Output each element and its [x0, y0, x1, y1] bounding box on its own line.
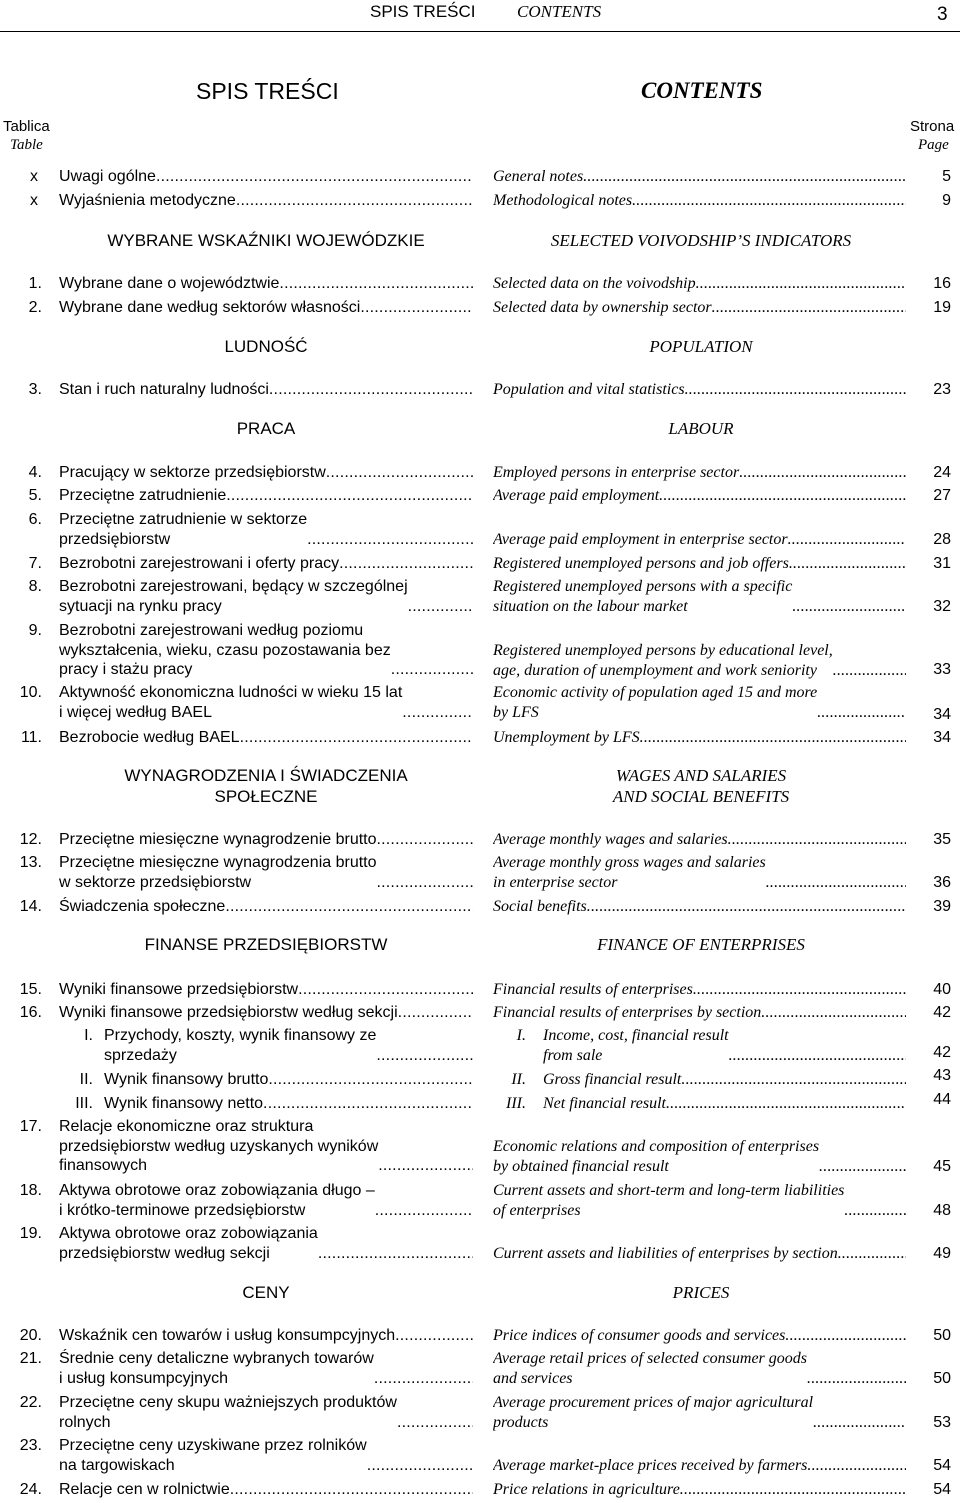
entry-page-number: 42: [933, 1004, 951, 1021]
section-heading-pl: WYNAGRODZENIA I ŚWIADCZENIA SPOŁECZNE: [124, 766, 408, 806]
entry-page-number: 36: [933, 874, 951, 891]
entry-title-en: [493, 463, 906, 483]
dot-leader: [377, 830, 474, 850]
entry-number: 17.: [19, 1118, 42, 1135]
entry-number: 3.: [28, 381, 42, 398]
running-header-title-pl: SPIS TREŚCI: [370, 2, 476, 21]
dot-leader: [739, 463, 906, 483]
entry-page-number: 33: [933, 661, 951, 678]
entry-title-en-text: Economic activity of population aged 15 and more by LFS: [493, 684, 818, 721]
entry-page-number: 9: [942, 192, 951, 209]
section-heading-en: LABOUR: [668, 419, 734, 438]
section-heading-pl: CENY: [242, 1283, 290, 1302]
entry-title-pl-text: Bezrobotni zarejestrowani, będący w szczególnej sytuacji na rynku pracy: [59, 578, 408, 615]
entry-title-pl-text: Wynik finansowy brutto: [104, 1071, 269, 1088]
entry-title-en: [493, 728, 906, 748]
entry-number: 9.: [28, 622, 42, 639]
dot-leader: [728, 830, 906, 850]
entry-title-en: [493, 853, 906, 892]
entry-title-pl: [59, 621, 473, 680]
dot-leader: [374, 1369, 473, 1389]
entry-title-pl: [59, 486, 473, 506]
entry-title-pl-text: Przeciętne ceny skupu ważniejszych produktów rolnych: [59, 1394, 397, 1431]
entry-title-en: [493, 1137, 906, 1176]
entry-title-en: [493, 1181, 906, 1220]
entry-page-number: 43: [933, 1067, 951, 1084]
dot-leader: [307, 530, 473, 550]
entry-title-pl-text: Wybrane dane o województwie: [59, 275, 280, 292]
entry-number: 6.: [28, 511, 42, 528]
dot-leader: [792, 597, 906, 617]
section-heading-en: SELECTED VOIVODSHIP’S INDICATORS: [550, 231, 852, 250]
dot-leader: [318, 1244, 473, 1264]
entry-title-en-text: General notes: [493, 168, 584, 185]
entry-title-pl: [59, 683, 473, 722]
entry-page-number: 54: [933, 1457, 951, 1474]
entry-title-pl-text: Bezrobotni zarejestrowani według poziomu wykształcenia, wieku, czasu pozostawania bez pracy i stażu pracy: [59, 622, 391, 679]
entry-number: 1.: [28, 275, 42, 292]
entry-title-pl-text: Świadczenia społeczne: [59, 898, 226, 915]
entry-page-number: 16: [933, 275, 951, 292]
dot-leader: [693, 980, 906, 1000]
entry-title-en-text: Average monthly gross wages and salaries in enterprise sector: [493, 854, 766, 891]
entry-number: x: [30, 168, 38, 185]
entry-title-en: [493, 897, 906, 917]
entry-title-en-text: Registered unemployed persons by educational level, age, duration of unemployment and work seniority: [493, 642, 833, 679]
entry-number: 19.: [19, 1225, 42, 1242]
entry-title-en-text: Employed persons in enterprise sector: [493, 464, 740, 481]
entry-title-en: [493, 1244, 906, 1264]
entry-number: 16.: [19, 1004, 42, 1021]
entry-page-number: 28: [933, 531, 951, 548]
entry-number: 21.: [19, 1350, 42, 1367]
entry-title-en-text: Current assets and short-term and long-term liabilities of enterprises: [493, 1182, 845, 1219]
entry-title-en: [493, 191, 906, 211]
entry-number: 24.: [19, 1481, 42, 1498]
entry-title-en: [493, 486, 906, 506]
entry-page-number: 50: [933, 1370, 951, 1387]
dot-leader: [712, 298, 906, 318]
entry-title-pl: [59, 510, 473, 549]
entry-page-number: 32: [933, 598, 951, 615]
dot-leader: [378, 1156, 473, 1176]
entry-title-pl: [104, 1070, 473, 1090]
entry-title-en: [493, 830, 906, 850]
entry-title-en-text: Social benefits: [493, 898, 587, 915]
entry-title-pl-text: Bezrobotni zarejestrowani i oferty pracy: [59, 555, 340, 572]
entry-title-en-text: Gross financial result: [543, 1071, 682, 1088]
dot-leader: [375, 1201, 473, 1221]
dot-leader: [402, 703, 473, 723]
entry-number: 2.: [28, 299, 42, 316]
entry-number: 7.: [28, 555, 42, 572]
section-heading-en: PRICES: [672, 1283, 730, 1302]
column-head-table-en: Table: [10, 137, 43, 153]
entry-number: 18.: [19, 1182, 42, 1199]
entry-title-pl: [59, 1326, 473, 1346]
entry-title-en-text: Average market-place prices received by farmers: [493, 1457, 808, 1474]
section-heading-pl: FINANSE PRZEDSIĘBIORSTW: [144, 935, 388, 954]
dot-leader: [225, 897, 473, 917]
entry-title-en: [493, 1393, 906, 1432]
entry-title-pl-text: Bezrobocie według BAEL: [59, 729, 240, 746]
entry-title-en-text: Financial results of enterprises by section: [493, 1004, 762, 1021]
dot-leader: [263, 1094, 473, 1114]
dot-leader: [398, 1003, 473, 1023]
entry-page-number: 27: [933, 487, 951, 504]
entry-title-pl: [59, 1436, 473, 1475]
page-title-pl: SPIS TREŚCI: [196, 78, 339, 104]
entry-title-en: [493, 577, 906, 616]
entry-title-en-text: Current assets and liabilities of enterprises by section: [493, 1245, 838, 1262]
entry-title-en-text: Income, cost, financial result from sale: [543, 1027, 729, 1064]
dot-leader: [391, 660, 473, 680]
entry-title-pl: [59, 191, 473, 211]
entry-title-pl: [59, 167, 473, 187]
dot-leader: [640, 728, 906, 748]
dot-leader: [685, 380, 906, 400]
dot-leader: [766, 873, 906, 893]
dot-leader: [268, 1070, 473, 1090]
entry-page-number: 35: [933, 831, 951, 848]
entry-title-pl: [59, 830, 473, 850]
dot-leader: [789, 554, 906, 574]
entry-page-number: 24: [933, 464, 951, 481]
entry-title-pl: [59, 980, 473, 1000]
entry-title-en: [493, 167, 906, 187]
dot-leader: [583, 167, 906, 187]
entry-title-pl-text: Przeciętne ceny uzyskiwane przez rolników na targowiskach: [59, 1437, 367, 1474]
section-heading-pl: WYBRANE WSKAŹNIKI WOJEWÓDZKIE: [107, 231, 425, 250]
entry-title-en-text: Financial results of enterprises: [493, 981, 693, 998]
entry-title-pl: [59, 853, 473, 892]
entry-title-en: [493, 1003, 906, 1023]
entry-title-pl: [59, 380, 473, 400]
entry-number: x: [30, 192, 38, 209]
entry-title-pl-text: Wynik finansowy netto: [104, 1095, 264, 1112]
entry-title-pl-text: Relacje ekonomiczne oraz struktura przedsiębiorstw według uzyskanych wyników finansowych: [59, 1118, 379, 1175]
entry-title-pl-text: Aktywa obrotowe oraz zobowiązania przedsiębiorstw według sekcji: [59, 1225, 318, 1262]
entry-title-en-text: Registered unemployed persons with a specific situation on the labour market: [493, 578, 793, 615]
entry-title-pl: [59, 1181, 473, 1220]
dot-leader: [298, 980, 473, 1000]
entry-title-en-text: Average monthly wages and salaries: [493, 831, 728, 848]
entry-title-en: [493, 274, 906, 294]
entry-title-en: [543, 1094, 906, 1114]
dot-leader: [397, 1413, 473, 1433]
entry-page-number: 23: [933, 381, 951, 398]
entry-title-pl-text: Relacje cen w rolnictwie: [59, 1481, 230, 1498]
entry-title-pl-text: Wskaźnik cen towarów i usług konsumpcyjnych: [59, 1327, 396, 1344]
entry-title-en-text: Selected data on the voivodship: [493, 275, 696, 292]
entry-number: 20.: [19, 1327, 42, 1344]
entry-number: 23.: [19, 1437, 42, 1454]
entry-page-number: 34: [933, 706, 951, 723]
column-head-page-en: Page: [918, 137, 949, 153]
dot-leader: [681, 1070, 906, 1090]
entry-title-pl: [104, 1094, 473, 1114]
entry-title-pl: [59, 577, 473, 616]
entry-title-en-text: Economic relations and composition of enterprises by obtained financial result: [493, 1138, 820, 1175]
entry-number: 11.: [20, 729, 42, 746]
entry-page-number: 45: [933, 1158, 951, 1175]
dot-leader: [659, 486, 906, 506]
header-rule: [0, 31, 960, 32]
column-head-table-pl: Tablica: [3, 118, 50, 135]
dot-leader: [838, 1244, 906, 1264]
entry-title-en-text: Average paid employment in enterprise sector: [493, 531, 788, 548]
entry-title-en: [493, 530, 906, 550]
dot-leader: [807, 1369, 906, 1389]
entry-title-en: [493, 1480, 906, 1500]
entry-title-en: [493, 683, 906, 722]
section-heading-en: FINANCE OF ENTERPRISES: [597, 935, 805, 954]
entry-title-en-text: Average retail prices of selected consumer goods and services: [493, 1350, 807, 1387]
entry-page-number: 44: [933, 1091, 951, 1108]
dot-leader: [240, 728, 473, 748]
entry-title-en-text: Methodological notes: [493, 192, 633, 209]
entry-title-pl: [59, 728, 473, 748]
dot-leader: [156, 167, 473, 187]
dot-leader: [761, 1003, 906, 1023]
dot-leader: [367, 1456, 473, 1476]
entry-title-en: [493, 554, 906, 574]
dot-leader: [377, 873, 474, 893]
dot-leader: [230, 1480, 473, 1500]
entry-number: 4.: [28, 464, 42, 481]
entry-title-en-text: Net financial result: [543, 1095, 666, 1112]
column-head-page-pl: Strona: [910, 118, 955, 135]
entry-title-en: [543, 1070, 906, 1090]
entry-number-en: I.: [516, 1027, 526, 1044]
entry-title-en: [493, 298, 906, 318]
dot-leader: [680, 1480, 906, 1500]
dot-leader: [833, 661, 906, 681]
entry-number: III.: [75, 1095, 93, 1112]
section-heading-pl: PRACA: [236, 419, 296, 438]
entry-title-pl-text: Uwagi ogólne: [59, 168, 156, 185]
entry-title-pl: [59, 1117, 473, 1176]
dot-leader: [785, 1326, 906, 1346]
entry-number-en: II.: [511, 1071, 526, 1088]
entry-page-number: 5: [942, 168, 951, 185]
entry-number: I.: [84, 1027, 93, 1044]
dot-leader: [360, 298, 473, 318]
section-heading-pl: LUDNOŚĆ: [224, 337, 308, 356]
running-header-title-en: CONTENTS: [517, 2, 602, 21]
dot-leader: [729, 1046, 906, 1066]
entry-number: II.: [79, 1071, 93, 1088]
entry-number: 22.: [19, 1394, 42, 1411]
entry-title-pl-text: Wyniki finansowe przedsiębiorstw: [59, 981, 299, 998]
entry-number: 10.: [19, 684, 42, 701]
entry-page-number: 48: [933, 1202, 951, 1219]
dot-leader: [236, 191, 473, 211]
entry-title-pl: [59, 1393, 473, 1432]
entry-title-pl-text: Aktywność ekonomiczna ludności w wieku 15 lat i więcej według BAEL: [59, 684, 403, 721]
entry-page-number: 49: [933, 1245, 951, 1262]
entry-page-number: 42: [933, 1044, 951, 1061]
entry-title-pl-text: Wyniki finansowe przedsiębiorstw według sekcji: [59, 1004, 398, 1021]
entry-title-pl-text: Przeciętne miesięczne wynagrodzenia brutto w sektorze przedsiębiorstw: [59, 854, 377, 891]
entry-title-pl: [104, 1026, 473, 1065]
entry-title-en-text: Price indices of consumer goods and services: [493, 1327, 786, 1344]
entry-title-en: [493, 641, 906, 680]
entry-title-en-text: Average procurement prices of major agricultural products: [493, 1394, 814, 1431]
entry-title-pl: [59, 298, 473, 318]
entry-number: 12.: [19, 831, 42, 848]
entry-title-pl-text: Stan i ruch naturalny ludności: [59, 381, 269, 398]
entry-page-number: 31: [933, 555, 951, 572]
dot-leader: [408, 597, 473, 617]
entry-number: 8.: [28, 578, 42, 595]
entry-title-en: [493, 1349, 906, 1388]
entry-title-pl: [59, 463, 473, 483]
entry-title-en-text: Average paid employment: [493, 487, 660, 504]
entry-title-en: [493, 1326, 906, 1346]
entry-title-pl-text: Średnie ceny detaliczne wybranych towarów i usług konsumpcyjnych: [59, 1350, 374, 1387]
dot-leader: [819, 1157, 906, 1177]
entry-title-pl: [59, 274, 473, 294]
entry-title-pl: [59, 554, 473, 574]
entry-number: 14.: [19, 898, 42, 915]
page-title-en: CONTENTS: [641, 78, 763, 103]
dot-leader: [696, 274, 906, 294]
entry-title-pl: [59, 897, 473, 917]
dot-leader: [395, 1326, 473, 1346]
entry-title-pl-text: Wyjaśnienia metodyczne: [59, 192, 236, 209]
entry-title-pl-text: Pracujący w sektorze przedsiębiorstw: [59, 464, 326, 481]
entry-number: 5.: [28, 487, 42, 504]
dot-leader: [279, 274, 473, 294]
entry-page-number: 54: [933, 1481, 951, 1498]
section-heading-en: POPULATION: [649, 337, 753, 356]
entry-title-en: [493, 1456, 906, 1476]
dot-leader: [587, 897, 906, 917]
entry-title-en-text: Price relations in agriculture: [493, 1481, 680, 1498]
entry-title-en-text: Population and vital statistics: [493, 381, 685, 398]
entry-number: 13.: [19, 854, 42, 871]
dot-leader: [788, 530, 906, 550]
entry-title-pl-text: Przeciętne zatrudnienie w sektorze przedsiębiorstw: [59, 511, 308, 548]
dot-leader: [666, 1094, 906, 1114]
dot-leader: [807, 1456, 906, 1476]
entry-page-number: 34: [933, 729, 951, 746]
entry-title-pl: [59, 1003, 473, 1023]
entry-title-en-text: Registered unemployed persons and job offers: [493, 555, 789, 572]
dot-leader: [376, 1046, 473, 1066]
dot-leader: [844, 1201, 906, 1221]
dot-leader: [326, 463, 473, 483]
entry-title-pl: [59, 1480, 473, 1500]
entry-title-en-text: Unemployment by LFS: [493, 729, 640, 746]
entry-title-en: [493, 980, 906, 1000]
entry-title-pl-text: Przeciętne miesięczne wynagrodzenie brutto: [59, 831, 377, 848]
entry-title-en: [493, 380, 906, 400]
dot-leader: [632, 191, 906, 211]
entry-page-number: 53: [933, 1414, 951, 1431]
dot-leader: [817, 703, 906, 723]
page-number: 3: [937, 4, 948, 25]
entry-number: 15.: [19, 981, 42, 998]
entry-page-number: 50: [933, 1327, 951, 1344]
entry-title-pl: [59, 1349, 473, 1388]
entry-title-pl-text: Aktywa obrotowe oraz zobowiązania długo – i krótko-terminowe przedsiębiorstw: [59, 1182, 375, 1219]
entry-title-pl-text: Przeciętne zatrudnienie: [59, 487, 227, 504]
dot-leader: [339, 554, 473, 574]
entry-number-en: III.: [506, 1095, 526, 1112]
section-heading-en: WAGES AND SALARIES AND SOCIAL BENEFITS: [612, 766, 790, 806]
dot-leader: [226, 486, 473, 506]
entry-page-number: 40: [933, 981, 951, 998]
entry-title-pl-text: Przychody, koszty, wynik finansowy ze sprzedaży: [104, 1027, 377, 1064]
dot-leader: [269, 380, 473, 400]
entry-title-en: [543, 1026, 906, 1065]
dot-leader: [813, 1413, 906, 1433]
entry-title-pl: [59, 1224, 473, 1263]
entry-page-number: 19: [933, 299, 951, 316]
entry-page-number: 39: [933, 898, 951, 915]
entry-title-en-text: Selected data by ownership sector: [493, 299, 712, 316]
entry-title-pl-text: Wybrane dane według sektorów własności: [59, 299, 361, 316]
